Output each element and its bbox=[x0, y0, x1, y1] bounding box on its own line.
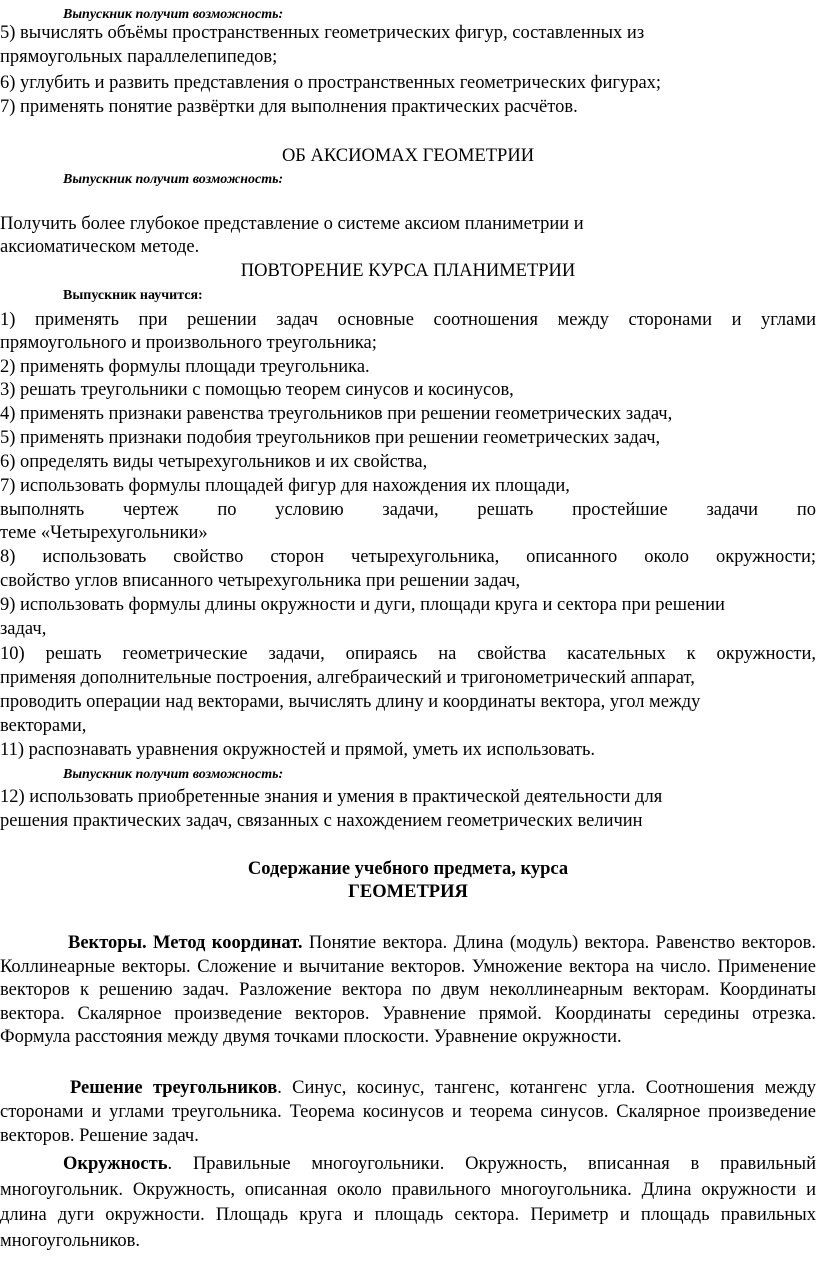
paragraph-heading: Окружность bbox=[63, 1154, 168, 1174]
text-line: 7) использовать формулы площадей фигур для нахождения их площади, bbox=[0, 476, 570, 496]
text-line: аксиоматическом методе. bbox=[0, 237, 200, 257]
text-line: свойство углов вписанного четырехугольника при решении задач, bbox=[0, 571, 521, 591]
section-title-planimetry: ПОВТОРЕНИЕ КУРСА ПЛАНИМЕТРИИ bbox=[240, 261, 576, 281]
paragraph-text: . Правильные многоугольники. Окружность, вписанная в правильный многоугольник. Окружность, описанная около правильного многоугольника. Длина окружности и длина дуги окружности. Площадь круга и площадь сектора. Периметр и площадь правильных многоугольников. bbox=[0, 1154, 816, 1251]
text-line: векторами, bbox=[0, 716, 87, 736]
text-line: прямоугольного и произвольного треугольника; bbox=[0, 333, 377, 353]
text-line: 1) применять при решении задач основные соотношения между сторонами и углами bbox=[0, 310, 816, 330]
text-line: 4) применять признаки равенства треугольников при решении геометрических задач, bbox=[0, 404, 673, 424]
paragraph-vectors bbox=[0, 932, 816, 1050]
subtitle-opportunity: Выпускник получит возможность: bbox=[63, 172, 284, 187]
text-line: прямоугольных параллелепипедов; bbox=[0, 47, 278, 67]
text-line: 6) углубить и развить представления о пространственных геометрических фигурах; bbox=[0, 73, 662, 93]
text-line: теме «Четырехугольники» bbox=[0, 523, 208, 543]
text-line: 2) применять формулы площади треугольника. bbox=[0, 357, 370, 377]
text-line: 9) использовать формулы длины окружности и дуги, площади круга и сектора при решении bbox=[0, 595, 725, 615]
text-line: 6) определять виды четырехугольников и их свойства, bbox=[0, 452, 428, 472]
text-line: проводить операции над векторами, вычислять длину и координаты вектора, угол между bbox=[0, 692, 701, 712]
text-line: задач, bbox=[0, 619, 47, 639]
text-line: 8) использовать свойство сторон четырехугольника, описанного около окружности; bbox=[0, 547, 816, 567]
text-line: выполнять чертеж по условию задачи, решать простейшие задачи по bbox=[0, 500, 816, 520]
text-line: 11) распознавать уравнения окружностей и прямой, уметь их использовать. bbox=[0, 740, 596, 760]
paragraph-circle bbox=[0, 1152, 816, 1254]
content-title: Содержание учебного предмета, курса bbox=[247, 859, 569, 879]
subtitle-opportunity: Выпускник получит возможность: bbox=[63, 767, 284, 782]
text-line: 5) применять признаки подобия треугольников при решении геометрических задач, bbox=[0, 428, 661, 448]
section-title-axioms: ОБ АКСИОМАХ ГЕОМЕТРИИ bbox=[281, 146, 535, 166]
subtitle-opportunity: Выпускник получит возможность: bbox=[63, 7, 284, 22]
text-line: 3) решать треугольники с помощью теорем синусов и косинусов, bbox=[0, 380, 514, 400]
text-line: 10) решать геометрические задачи, опираясь на свойства касательных к окружности, bbox=[0, 644, 816, 664]
paragraph-text: Понятие вектора. Длина (модуль) вектора. Равенство векторов. Коллинеарные векторы. Сложение и вычитание векторов. Умножение вектора на число. Применение векторов к решению задач. Разложение вектора по двум неколлинеарным векторам. Координаты вектора. Скалярное произведение векторов. Уравнение прямой. Координаты середины отрезка. Формула расстояния между двумя точками плоскости. Уравнение окружности. bbox=[0, 933, 816, 1048]
paragraph-heading: Векторы. Метод координат. bbox=[68, 933, 303, 953]
subtitle-learns: Выпускник научится: bbox=[63, 288, 203, 303]
text-line: решения практических задач, связанных с нахождением геометрических величин bbox=[0, 811, 643, 831]
paragraph-triangles bbox=[0, 1076, 816, 1148]
text-line: 12) использовать приобретенные знания и умения в практической деятельности для bbox=[0, 787, 663, 807]
text-line: Получить более глубокое представление о системе аксиом планиметрии и bbox=[0, 214, 584, 234]
text-line: 7) применять понятие развёртки для выполнения практических расчётов. bbox=[0, 97, 578, 117]
paragraph-heading: Решение треугольников bbox=[70, 1078, 278, 1098]
text-line: применяя дополнительные построения, алгебраический и тригонометрический аппарат, bbox=[0, 668, 695, 688]
content-subject: ГЕОМЕТРИЯ bbox=[348, 882, 468, 902]
text-line: 5) вычислять объёмы пространственных геометрических фигур, составленных из bbox=[0, 23, 645, 43]
paragraph-text: . Синус, косинус, тангенс, котангенс угла. Соотношения между сторонами и углами треугольника. Теорема косинусов и теорема синусов. Скалярное произведение векторов. Решение задач. bbox=[0, 1078, 816, 1146]
